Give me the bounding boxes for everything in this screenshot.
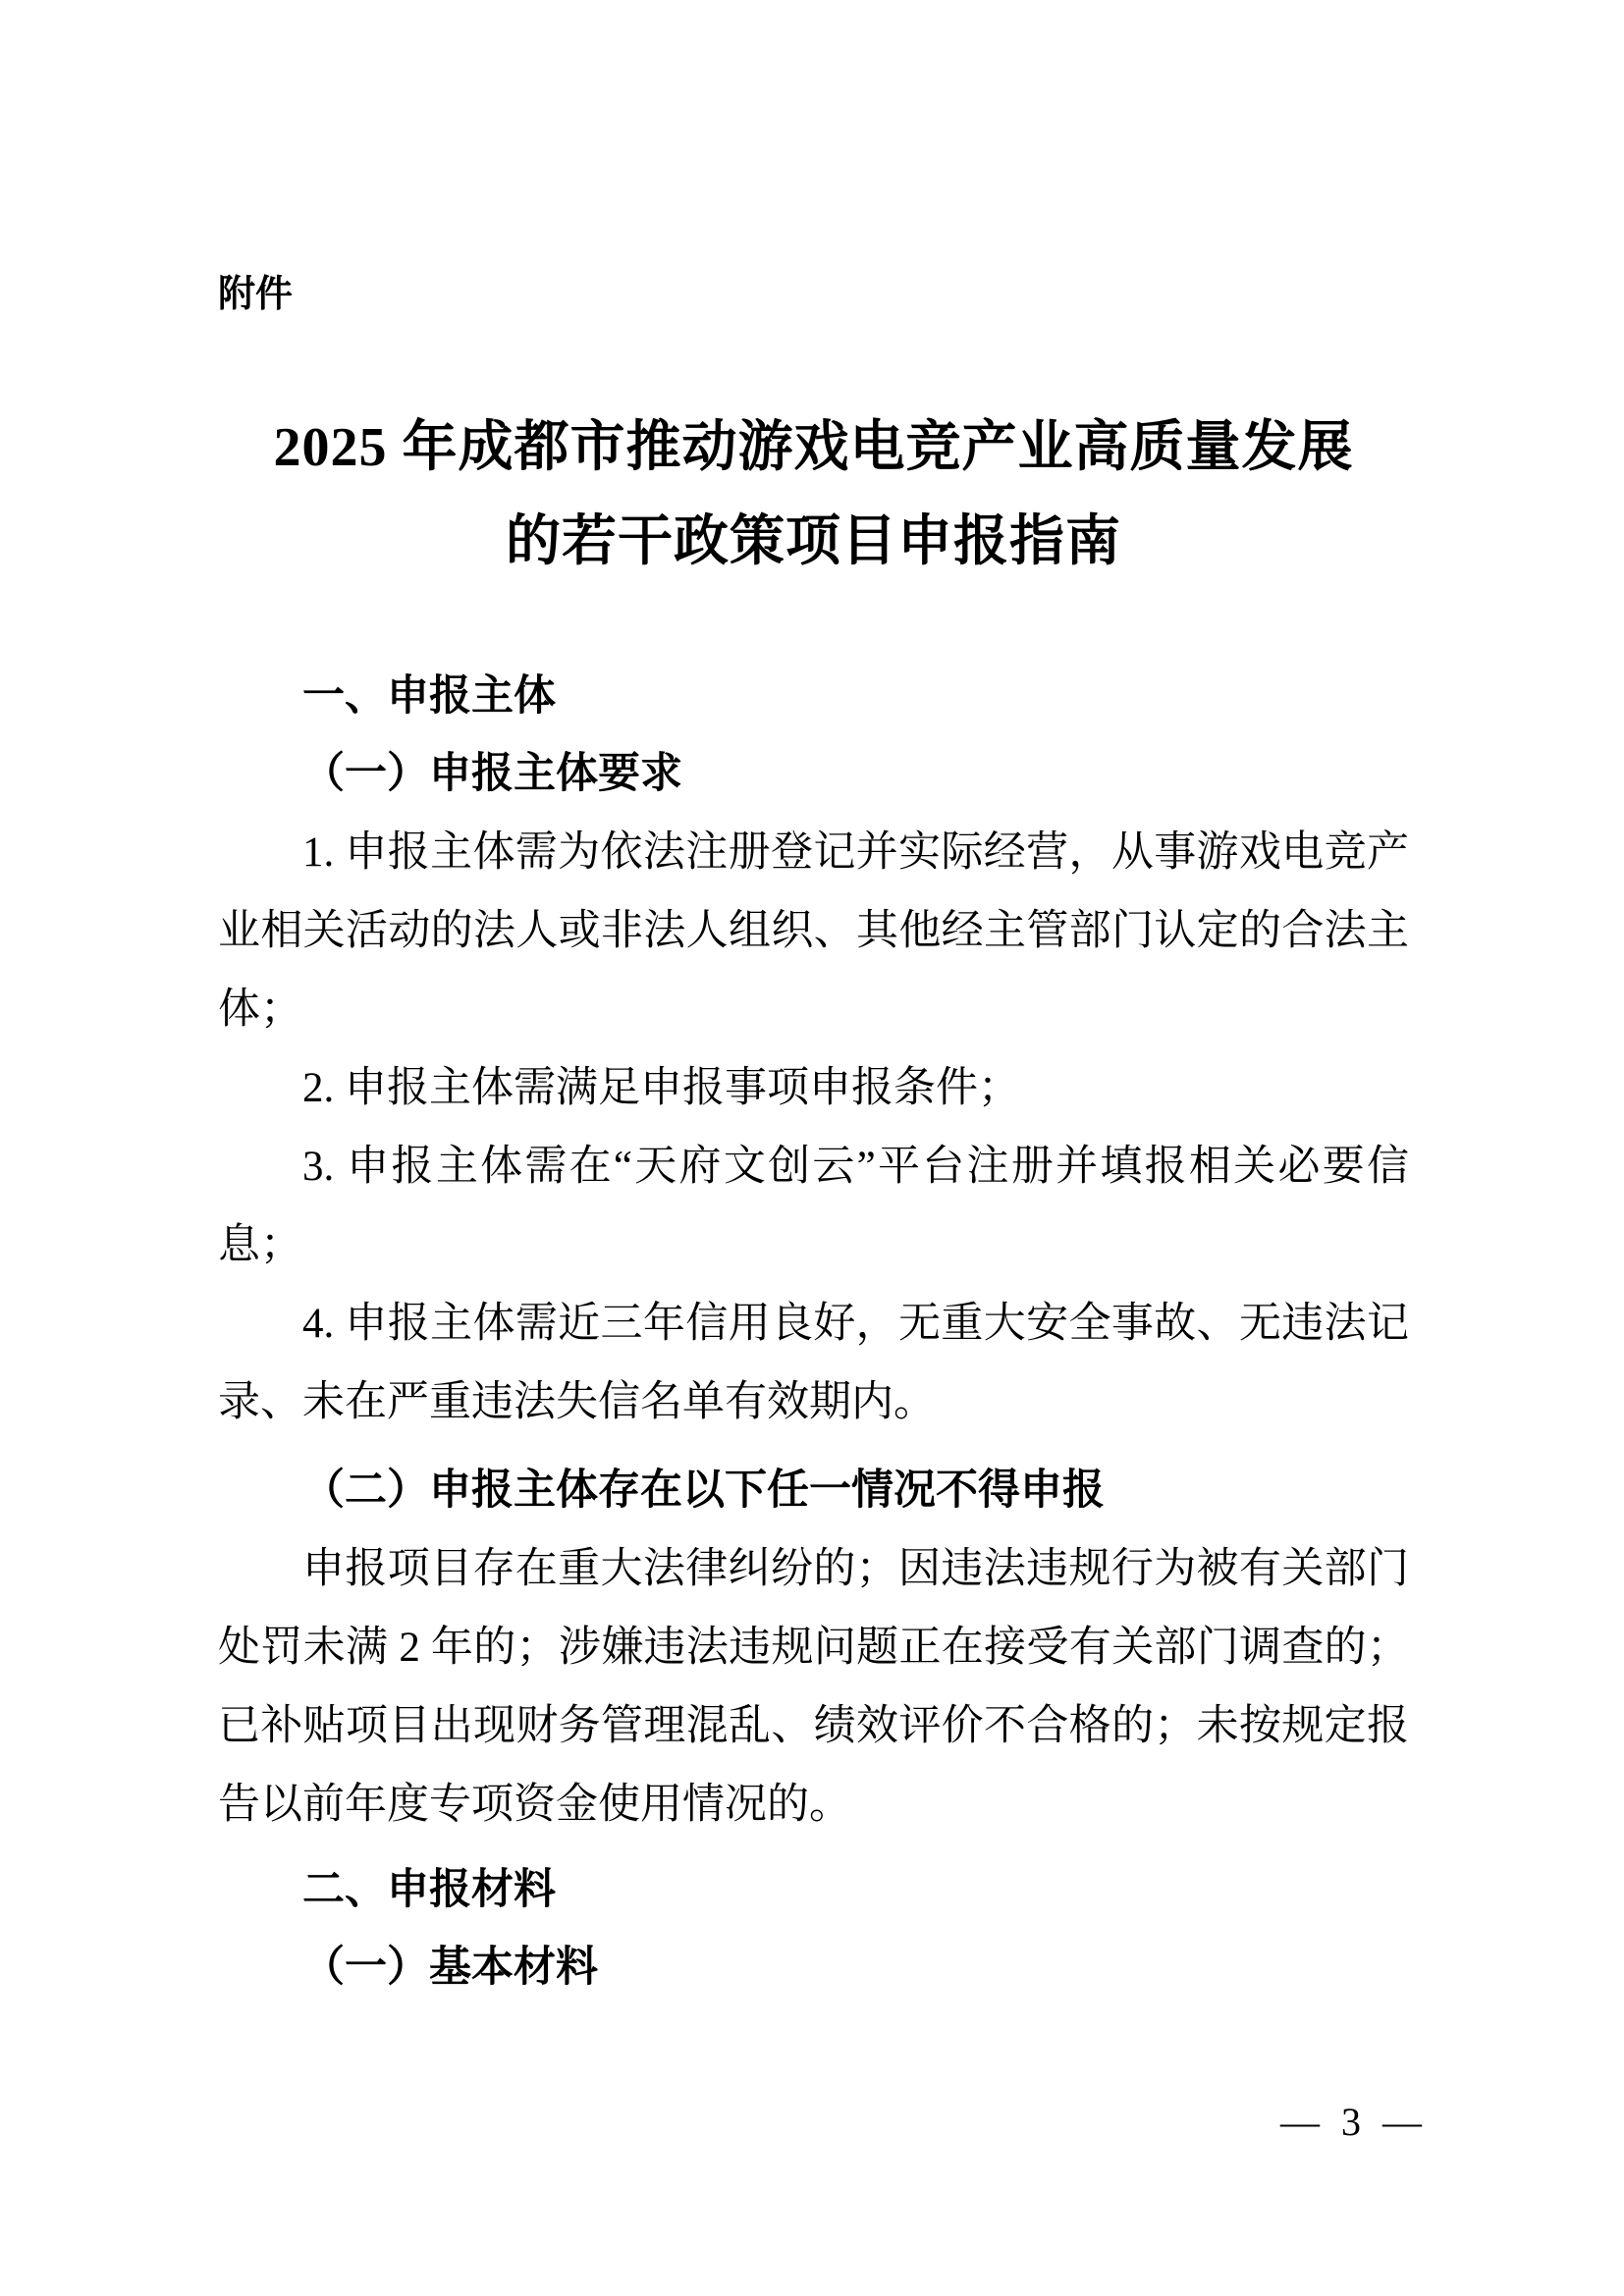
document-title-line-2: 的若干政策项目申报指南 xyxy=(506,511,1121,572)
paragraph-requirement-1: 1. 申报主体需为依法注册登记并实际经营，从事游戏电竞产业相关活动的法人或非法人组织、其他经主管部门认定的合法主体； xyxy=(218,829,1409,1033)
section-heading-2: 二、申报材料 xyxy=(302,1866,556,1913)
subsection-heading-2-1: （一）基本材料 xyxy=(302,1945,598,1991)
subsection-heading-1-1: （一）申报主体要求 xyxy=(302,751,682,797)
document-title xyxy=(218,400,1409,589)
subsection-heading-1-2: （二）申报主体存在以下任一情况不得申报 xyxy=(302,1468,1105,1514)
page-number: — 3 — xyxy=(1280,2100,1428,2144)
paragraph-requirement-3: 3. 申报主体需在“天府文创云”平台注册并填报相关必要信息； xyxy=(218,1144,1409,1268)
document-title-line-1: 2025 年成都市推动游戏电竞产业高质量发展 xyxy=(273,417,1354,478)
attachment-label: 附件 xyxy=(218,274,294,315)
section-heading-1: 一、申报主体 xyxy=(302,672,556,720)
paragraph-requirement-2: 2. 申报主体需满足申报事项申报条件； xyxy=(302,1065,1020,1111)
paragraph-disqualification: 申报项目存在重大法律纠纷的；因违法违规行为被有关部门处罚未满 2 年的；涉嫌违法违规问题正在接受有关部门调查的；已补贴项目出现财务管理混乱、绩效评价不合格的；未按规定报告以前年度专项资金使用情况的。 xyxy=(218,1546,1409,1828)
paragraph-requirement-4: 4. 申报主体需近三年信用良好，无重大安全事故、无违法记录、未在严重违法失信名单有效期内。 xyxy=(218,1301,1409,1425)
